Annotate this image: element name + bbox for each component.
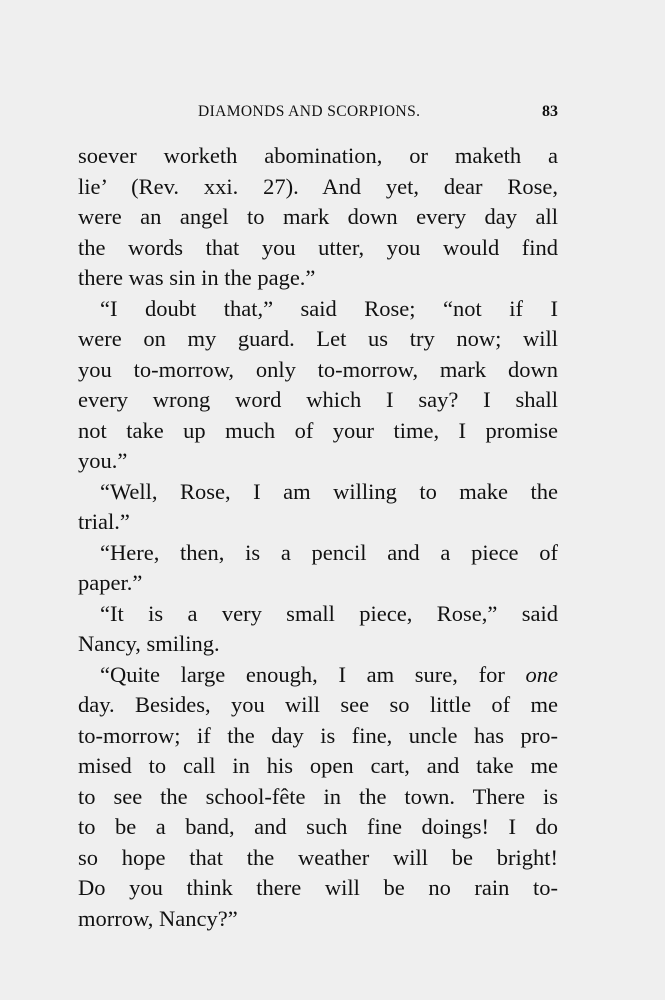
text-line: mised to call in his open cart, and take me	[78, 753, 558, 778]
text-line: Nancy, smiling.	[78, 631, 220, 656]
text-line: soever worketh abomination, or maketh a	[78, 143, 558, 168]
text-line: Do you think there will be no rain to-	[78, 875, 558, 900]
running-title: DIAMONDS AND SCORPIONS.	[198, 103, 421, 120]
running-head	[78, 103, 558, 127]
text-line: there was sin in the page.”	[78, 265, 316, 290]
text-line: every wrong word which I say? I shall	[78, 387, 558, 412]
text-line: paper.”	[78, 570, 143, 595]
page-number: 83	[542, 103, 558, 120]
text-line: “It is a very small piece, Rose,” said	[100, 600, 558, 626]
text-line: “Here, then, is a pencil and a piece of	[100, 539, 558, 565]
text-line: “I doubt that,” said Rose; “not if I	[100, 295, 558, 321]
text-line: you.”	[78, 448, 128, 473]
text-line	[78, 660, 558, 691]
text-line: “Well, Rose, I am willing to make the	[100, 478, 558, 504]
text-line: day. Besides, you will see so little of me	[78, 692, 558, 717]
text-line: were an angel to mark down every day all	[78, 204, 558, 229]
text-line: so hope that the weather will be bright!	[78, 844, 558, 870]
text-line: to be a band, and such fine doings! I do	[78, 814, 558, 839]
text-line: not take up much of your time, I promise	[78, 417, 558, 443]
text-line: morrow, Nancy?”	[78, 905, 238, 931]
text-line: lie’ (Rev. xxi. 27). And yet, dear Rose,	[78, 173, 558, 199]
text-line: you to-morrow, only to-morrow, mark down	[78, 356, 558, 382]
text-line: the words that you utter, you would find	[78, 234, 558, 260]
body-text	[78, 141, 558, 934]
text-line: to see the school-fête in the town. There is	[78, 783, 558, 809]
text-line: to-morrow; if the day is fine, uncle has pro-	[78, 722, 558, 748]
text-line: were on my guard. Let us try now; will	[78, 326, 558, 351]
text-line: trial.”	[78, 509, 130, 534]
text-run: “Quite large enough, I am sure, for	[100, 661, 526, 687]
emphasized-word: one	[525, 661, 558, 687]
